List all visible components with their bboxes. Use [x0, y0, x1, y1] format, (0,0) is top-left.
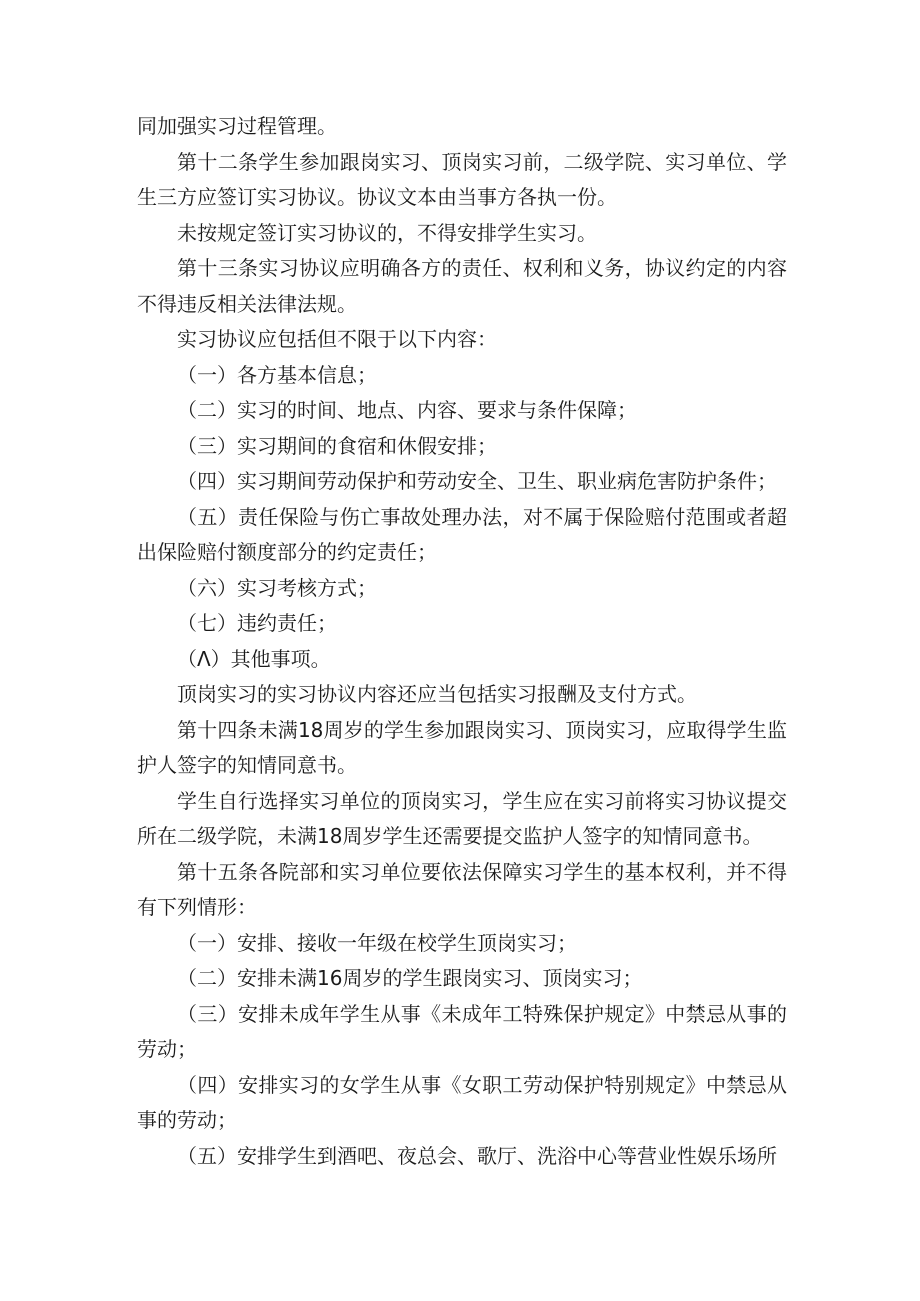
paragraph-agreement-contents: 实习协议应包括但不限于以下内容：	[177, 327, 497, 351]
list-item: （三）实习期间的食宿和休假安排；	[177, 433, 497, 458]
list-item: （四）安排实习的女学生从事《女职工劳动保护特别规定》中禁忌从事的劳动；	[137, 1072, 787, 1132]
list-item: （一）安排、接收一年级在校学生顶岗实习；	[177, 930, 577, 955]
paragraph-self-selected: 学生自行选择实习单位的顶岗实习，学生应在实习前将实习协议提交所在二级学院，未满18周岁学生还需要提交监护人签字的知情同意书。	[137, 788, 787, 848]
paragraph-article-14: 第十四条未满18周岁的学生参加跟岗实习、顶岗实习，应取得学生监护人签字的知情同意书。	[137, 717, 787, 777]
paragraph-article-12: 第十二条学生参加跟岗实习、顶岗实习前，二级学院、实习单位、学生三方应签订实习协议。协议文本由当事方各执一份。	[137, 149, 787, 209]
list-item: （一）各方基本信息；	[177, 362, 377, 387]
list-item: （六）实习考核方式；	[177, 575, 377, 600]
list-item: （五）安排学生到酒吧、夜总会、歌厅、洗浴中心等营业性娱乐场所	[177, 1143, 777, 1168]
list-item: （五）责任保险与伤亡事故处理办法，对不属于保险赔付范围或者超出保险赔付额度部分的约定责任；	[137, 504, 787, 564]
list-item: （二）安排未满16周岁的学生跟岗实习、顶岗实习；	[177, 966, 643, 990]
paragraph-remuneration: 顶岗实习的实习协议内容还应当包括实习报酬及支付方式。	[177, 682, 697, 706]
paragraph-continuation: 同加强实习过程管理。	[137, 114, 337, 138]
paragraph-article-13: 第十三条实习协议应明确各方的责任、权利和义务，协议约定的内容不得违反相关法律法规。	[137, 256, 787, 316]
list-item: （Λ）其他事项。	[177, 646, 331, 671]
list-item: （三）安排未成年学生从事《未成年工特殊保护规定》中禁忌从事的劳动；	[137, 1001, 787, 1061]
list-item: （四）实习期间劳动保护和劳动安全、卫生、职业病危害防护条件；	[177, 469, 777, 493]
list-item: （七）违约责任；	[177, 611, 337, 635]
document-body	[137, 109, 787, 1174]
paragraph-no-agreement: 未按规定签订实习协议的，不得安排学生实习。	[177, 220, 597, 245]
list-item: （二）实习的时间、地点、内容、要求与条件保障；	[177, 398, 637, 422]
paragraph-article-15: 第十五条各院部和实习单位要依法保障实习学生的基本权利，并不得有下列情形：	[137, 859, 787, 919]
